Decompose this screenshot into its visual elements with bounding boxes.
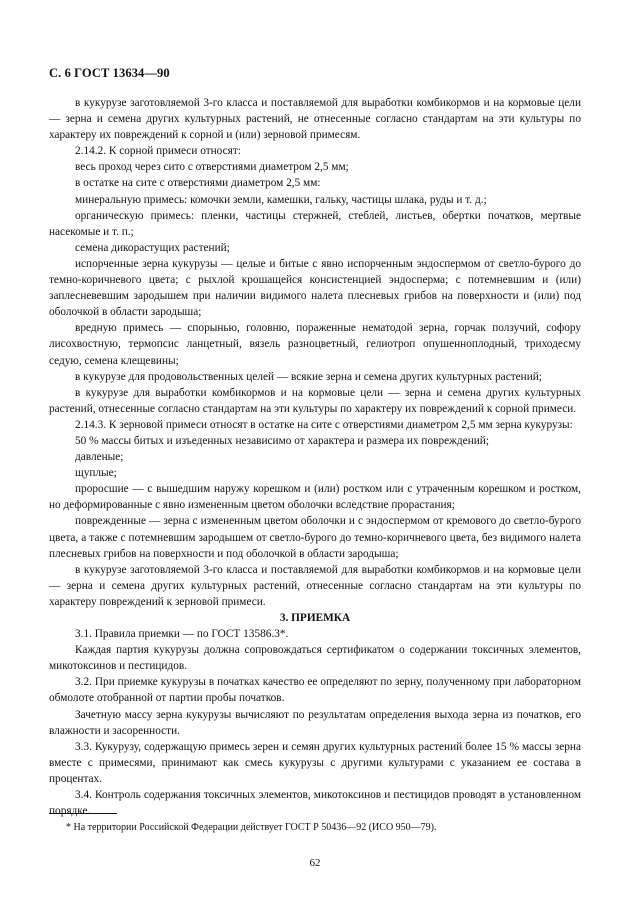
footnote-divider [49, 813, 117, 814]
page-header: С. 6 ГОСТ 13634—90 [49, 66, 170, 80]
body-text [49, 95, 581, 819]
paragraph: органическую примесь: пленки, частицы стержней, стеблей, листьев, обертки початков, мертвые насекомые и т. п.; [49, 209, 581, 238]
paragraph: 2.14.3. К зерновой примеси относят в остатке на сите с отверстиями диаметром 2,5 мм зерна кукурузы: [75, 418, 573, 431]
paragraph: проросшие — с вышедшим наружу корешком и (или) ростком или с утраченным корешком и ростком, но деформированные с явно измененным цветом оболочки вследствие прорастания; [49, 483, 581, 512]
section-title: 3. ПРИЕМКА [279, 612, 351, 624]
footnote: * На территории Российской Федерации действует ГОСТ Р 50436—92 (ИСО 950—79). [66, 822, 437, 833]
paragraph: в кукурузе для продовольственных целей — всякие зерна и семена других культурных растений; [75, 370, 542, 383]
paragraph: 2.14.2. К сорной примеси относят: [75, 145, 241, 158]
paragraph: 3.3. Кукурузу, содержащую примесь зерен и семян других культурных растений более 15 % массы зерна вместе с примесями, принимают как смесь кукурузы с другими культурами с указанием ее состава в процентах. [49, 740, 581, 785]
paragraph: 3.4. Контроль содержания токсичных элементов, микотоксинов и пестицидов проводят в установленном порядке. [49, 789, 581, 818]
paragraph: давленые; [75, 451, 124, 464]
paragraph: семена дикорастущих растений; [75, 241, 230, 254]
paragraph: в кукурузе для выработки комбикормов и на кормовые цели — зерна и семена других культурных растений, отнесенные согласно стандартам на эти культуры по характеру их повреждений к сорной примеси. [49, 386, 581, 415]
paragraph: поврежденные — зерна с измененным цветом оболочки и с эндоспермом от кремового до светло-бурого цвета, а также с потемневшим зародышем от светло-бурого до темно-коричневого цвета, без видимого налета плесневых грибов на поверхности и под оболочкой в области зародыша; [49, 515, 581, 560]
paragraph: в кукурузе заготовляемой 3-го класса и поставляемой для выработки комбикормов и на кормовые цели — зерна и семена других культурных растений, не отнесенные согласно стандартам на эти культуры по характеру их повреждений к сорной и (или) зерновой примесям. [49, 97, 581, 142]
paragraph: в кукурузе заготовляемой 3-го класса и поставляемой для выработки комбикормов и на кормовые цели — зерна и семена других культурных растений, отнесенные согласно стандартам на эти культуры по характеру повреждений к зерновой примеси. [49, 563, 581, 608]
paragraph: испорченные зерна кукурузы — целые и битые с явно испорченным эндоспермом от светло-бурого до темно-коричневого цвета; с рыхлой крошащейся консистенцией эндосперма; с потемневшим и (или) заплесневевшим зародышем при наличии видимого налета плесневых грибов на поверхности и (или) под оболочкой в области зародыша; [49, 257, 581, 319]
paragraph: щуплые; [75, 467, 117, 480]
paragraph: 50 % массы битых и изъеденных независимо от характера и размера их повреждений; [75, 434, 489, 447]
paragraph: весь проход через сито с отверстиями диаметром 2,5 мм; [75, 161, 349, 174]
paragraph: Каждая партия кукурузы должна сопровождаться сертификатом о содержании токсичных элементов, микотоксинов и пестицидов. [49, 644, 581, 673]
paragraph: минеральную примесь: комочки земли, камешки, гальку, частицы шлака, руды и т. д.; [75, 193, 487, 206]
paragraph: вредную примесь — спорынью, головню, пораженные нематодой зерна, горчак ползучий, софору лисохвостную, термопсис ланцетный, вязель разноцветный, гелиотроп опушенноплодный, триходесму седую, семена клещевины; [49, 322, 581, 367]
paragraph: в остатке на сите с отверстиями диаметром 2,5 мм: [75, 177, 321, 190]
paragraph: Зачетную массу зерна кукурузы вычисляют по результатам определения выхода зерна из початков, его влажности и засоренности. [49, 708, 581, 737]
paragraph: 3.2. При приемке кукурузы в початках качество ее определяют по зерну, полученному при лабораторном обмолоте отобранной от партии пробы початков. [49, 676, 581, 705]
paragraph: 3.1. Правила приемки — по ГОСТ 13586.3*. [75, 628, 289, 641]
page-number: 62 [309, 857, 321, 869]
